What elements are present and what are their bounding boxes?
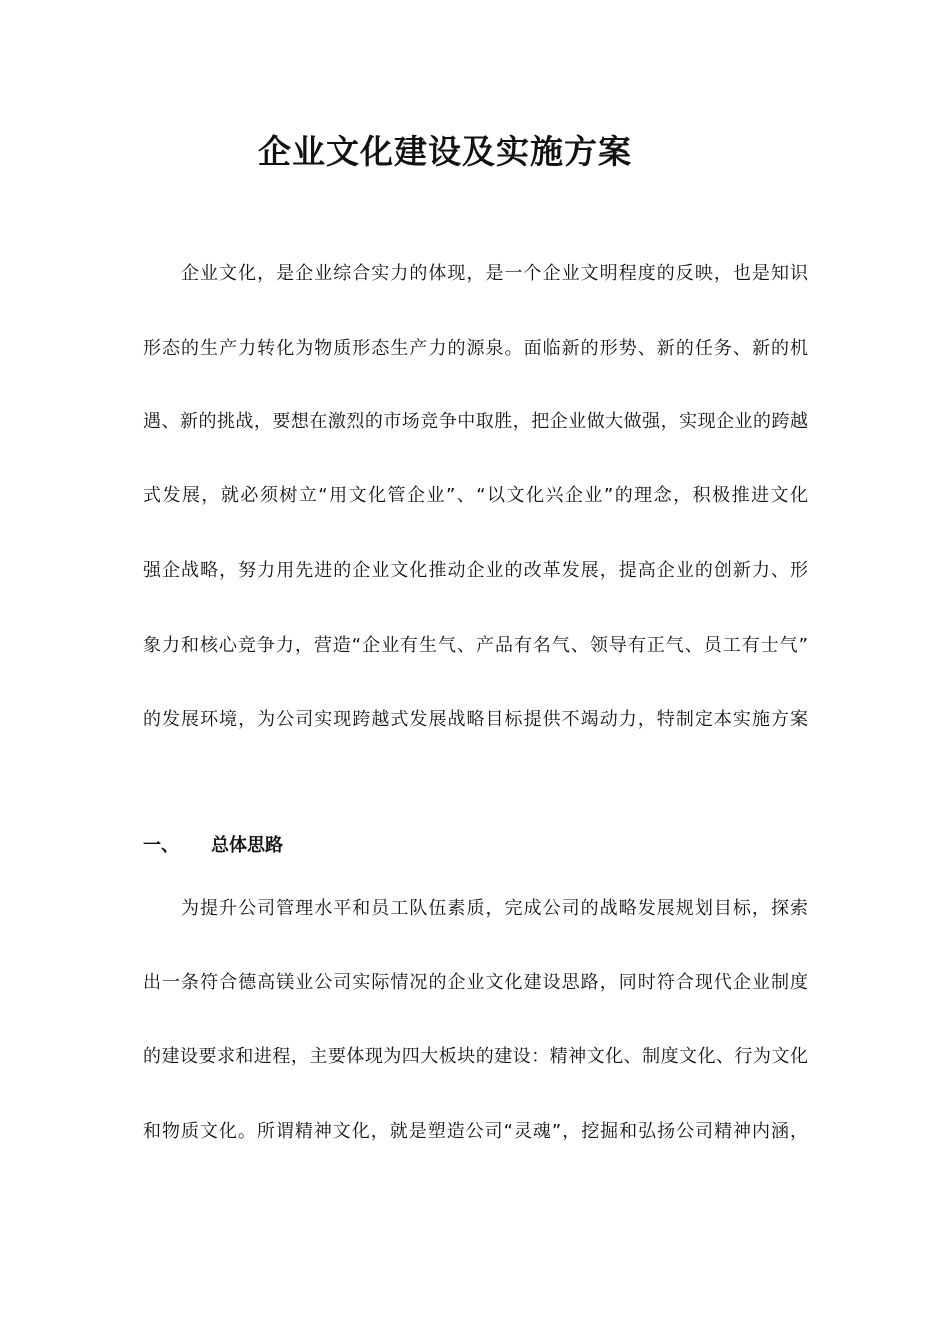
section-line: 和物质文化。所谓精神文化，就是塑造公司“灵魂”，挖掘和弘扬公司精神内涵， <box>143 1121 808 1142</box>
intro-line: 象力和核心竞争力，营造“企业有生气、产品有名气、领导有正气、员工有士气” <box>143 635 808 656</box>
document-title: 企业文化建设及实施方案 <box>258 132 632 171</box>
intro-line: 企业文化，是企业综合实力的体现，是一个企业文明程度的反映，也是知识 <box>181 263 808 284</box>
intro-line: 的发展环境，为公司实现跨越式发展战略目标提供不竭动力，特制定本实施方案 <box>143 709 808 730</box>
section-number: 一、 <box>143 835 179 856</box>
intro-line: 形态的生产力转化为物质形态生产力的源泉。面临新的形势、新的任务、新的机 <box>143 338 808 359</box>
section-title: 总体思路 <box>211 835 283 856</box>
intro-line: 式发展，就必须树立“用文化管企业”、“以文化兴企业”的理念，积极推进文化 <box>143 485 808 506</box>
section-line: 的建设要求和进程，主要体现为四大板块的建设：精神文化、制度文化、行为文化 <box>143 1046 808 1067</box>
intro-line: 强企战略，努力用先进的企业文化推动企业的改革发展，提高企业的创新力、形 <box>143 560 808 581</box>
intro-line: 遇、新的挑战，要想在激烈的市场竞争中取胜，把企业做大做强，实现企业的跨越 <box>143 411 808 432</box>
section-heading <box>143 834 283 858</box>
section-line: 出一条符合德高镁业公司实际情况的企业文化建设思路，同时符合现代企业制度 <box>143 972 808 993</box>
section-line: 为提升公司管理水平和员工队伍素质，完成公司的战略发展规划目标，探索 <box>181 898 808 919</box>
